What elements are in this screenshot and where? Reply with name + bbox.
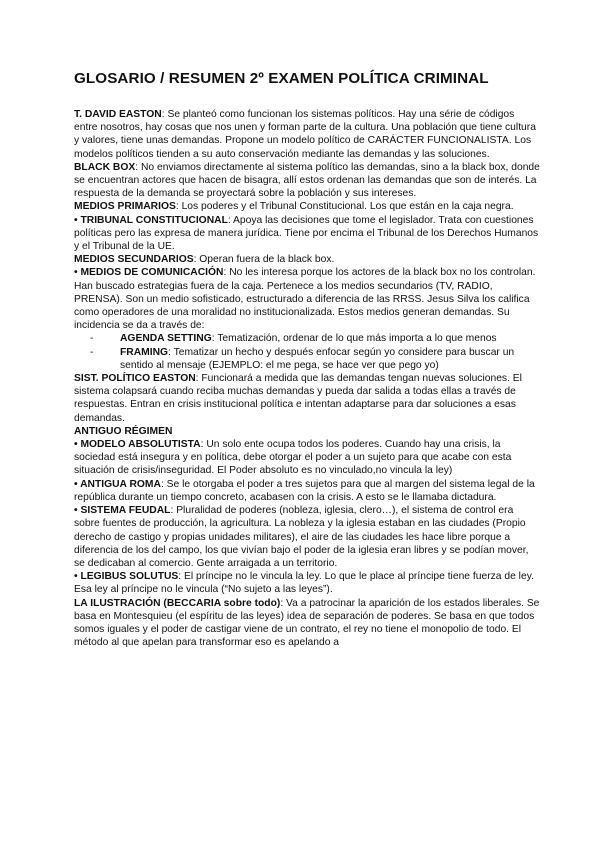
entry-antigua-roma xyxy=(74,478,540,504)
entry-term: • MODELO ABSOLUTISTA xyxy=(74,439,201,451)
entry-black-box xyxy=(74,161,540,201)
entry-term: • ANTIGUA ROMA xyxy=(74,478,161,490)
entry-text: : Los poderes y el Tribunal Constitucional. Los que están en la caja negra. xyxy=(175,201,514,213)
entry-medios-secundarios xyxy=(74,253,540,266)
entry-text: : Un solo ente ocupa todos los poderes. Cuando hay una crisis, la sociedad está insegura y en política, debe otorgar el poder a un sujeto para que acabe con esta situación de crisis/inseguridad. El Poder absoluto es no vinculado,no vincula la ley) xyxy=(74,439,512,477)
entry-text: : Va a patrocinar la aparición de los estados liberales. Se basa en Montesquieu (el espíritu de las leyes) idea de separación de poderes. Se basa en que todos somos iguales y el poder de castigar viene de un contrato, el rey no tiene el monopolio de todo. El método al que apelan para transformar eso es apelando a xyxy=(74,597,540,649)
entry-modelo-absolutista xyxy=(74,438,540,478)
entry-term: FRAMING xyxy=(120,346,169,358)
entry-term: • MEDIOS DE COMUNICACIÓN xyxy=(74,267,224,279)
entry-term: LA ILUSTRACIÓN (BECCARIA sobre todo) xyxy=(74,597,281,609)
entry-medios-primarios xyxy=(74,200,540,213)
entry-term: ANTIGUO RÉGIMEN xyxy=(74,425,173,437)
entry-sist-politico-easton xyxy=(74,372,540,425)
entry-text: : El príncipe no le vincula la ley. Lo que le place al príncipe tiene fuerza de ley. Esa ley al príncipe no le vincula (“No sujeto a las leyes”). xyxy=(74,571,534,596)
entry-tribunal-constitucional xyxy=(74,214,540,254)
entry-term: BLACK BOX xyxy=(74,161,136,173)
entry-term: MEDIOS SECUNDARIOS xyxy=(74,254,194,266)
list-item-framing xyxy=(108,346,540,372)
document-body xyxy=(74,108,540,649)
entry-text: : Pluralidad de poderes (nobleza, iglesia, clero…), el sistema de control era sobre fuentes de producción, la agricultura. La nobleza y la iglesia estaban en las ciudades (Propio derecho de castigo y propias unidades militares), el aire de las ciudades les hace libre porque a diferencia de los del campo, los que vivían bajo el poder de la iglesia eran libres y se podían mover, se dedicaban al comercio. Gente arraigada a un territorio. xyxy=(74,505,529,569)
entry-text: : No enviamos directamente al sistema político las demandas, sino a la black box, donde se encuentran actores que hacen de bisagra, allí estos ordenan las demandas que son de interés. La respuesta de la demanda se proyectará sobre la población y sus intereses. xyxy=(74,161,540,200)
section-heading-antiguo-regimen xyxy=(74,425,540,438)
entry-text: : Funcionará a medida que las demandas tengan nuevas soluciones. El sistema colapsará cuando reciba muchas demandas y pueda dar salida a todas ellas a través de respuestas. Entran en crisis institucional política e intentan adaptarse para dar soluciones a esas demandas. xyxy=(74,373,522,424)
entry-text: : Se le otorgaba el poder a tres sujetos para que al margen del sistema legal de la república durante un tiempo concreto, acabasen con la crisis. A esto se le llamaba dictadura. xyxy=(74,478,535,503)
entry-la-ilustracion xyxy=(74,597,540,650)
entry-term: • TRIBUNAL CONSTITUCIONAL xyxy=(74,214,228,226)
entry-text: : Se planteó como funcionan los sistemas políticos. Hay una série de códigos entre nosotros, hay cosas que nos unen y forman parte de la cultura. Una población que tiene cultura y valores, tiene unas demandas. Propone un modelo político de CARÁCTER FUNCIONALISTA. Los modelos políticos tienden a su auto conservación mediante las demandas y las soluciones. xyxy=(74,109,536,160)
entry-text: : Apoya las decisiones que tome el legislador. Trata con cuestiones políticas pero las expresa de manera jurídica. Tiene por encima el Tribunal de los Derechos Humanos y el Tribunal de la UE. xyxy=(74,214,539,253)
entry-legibus-solutus xyxy=(74,570,540,596)
entry-term: • LEGIBUS SOLUTUS xyxy=(74,571,179,583)
entry-term: MEDIOS PRIMARIOS xyxy=(74,201,176,213)
document-title: GLOSARIO / RESUMEN 2º EXAMEN POLÍTICA CRIMINAL xyxy=(74,70,489,87)
entry-term: • SISTEMA FEUDAL xyxy=(74,505,171,517)
entry-text: : No les interesa porque los actores de la black box no los controlan. Han buscado estrategias fuera de la caja. Pertenece a los medios secundarios (TV, RADIO, PRENSA). Son un medio sofisticado, estructurado a diferencia de las RRSS. Jesus Silva los califica como operadores de una moralidad no institucionalizada. Estos medios generan demandas. Su incidencia se da a través de: xyxy=(74,267,536,332)
list-item-agenda-setting xyxy=(108,332,540,345)
incidence-list xyxy=(74,332,540,372)
entry-sistema-feudal xyxy=(74,504,540,570)
entry-text: : Operan fuera de la black box. xyxy=(193,254,335,266)
entry-term: SIST. POLÍTICO EASTON xyxy=(74,373,196,385)
entry-text: : Tematizar un hecho y después enfocar según yo considere para buscar un sentido al mensaje (EJEMPLO: el me pega, se hace ver que pego yo) xyxy=(120,346,515,371)
entry-text: : Tematización, ordenar de lo que más importa a lo que menos xyxy=(211,333,497,345)
entry-david-easton xyxy=(74,108,540,161)
entry-term: AGENDA SETTING xyxy=(120,333,212,345)
entry-term: T. DAVID EASTON xyxy=(74,109,162,120)
entry-medios-comunicacion xyxy=(74,266,540,332)
